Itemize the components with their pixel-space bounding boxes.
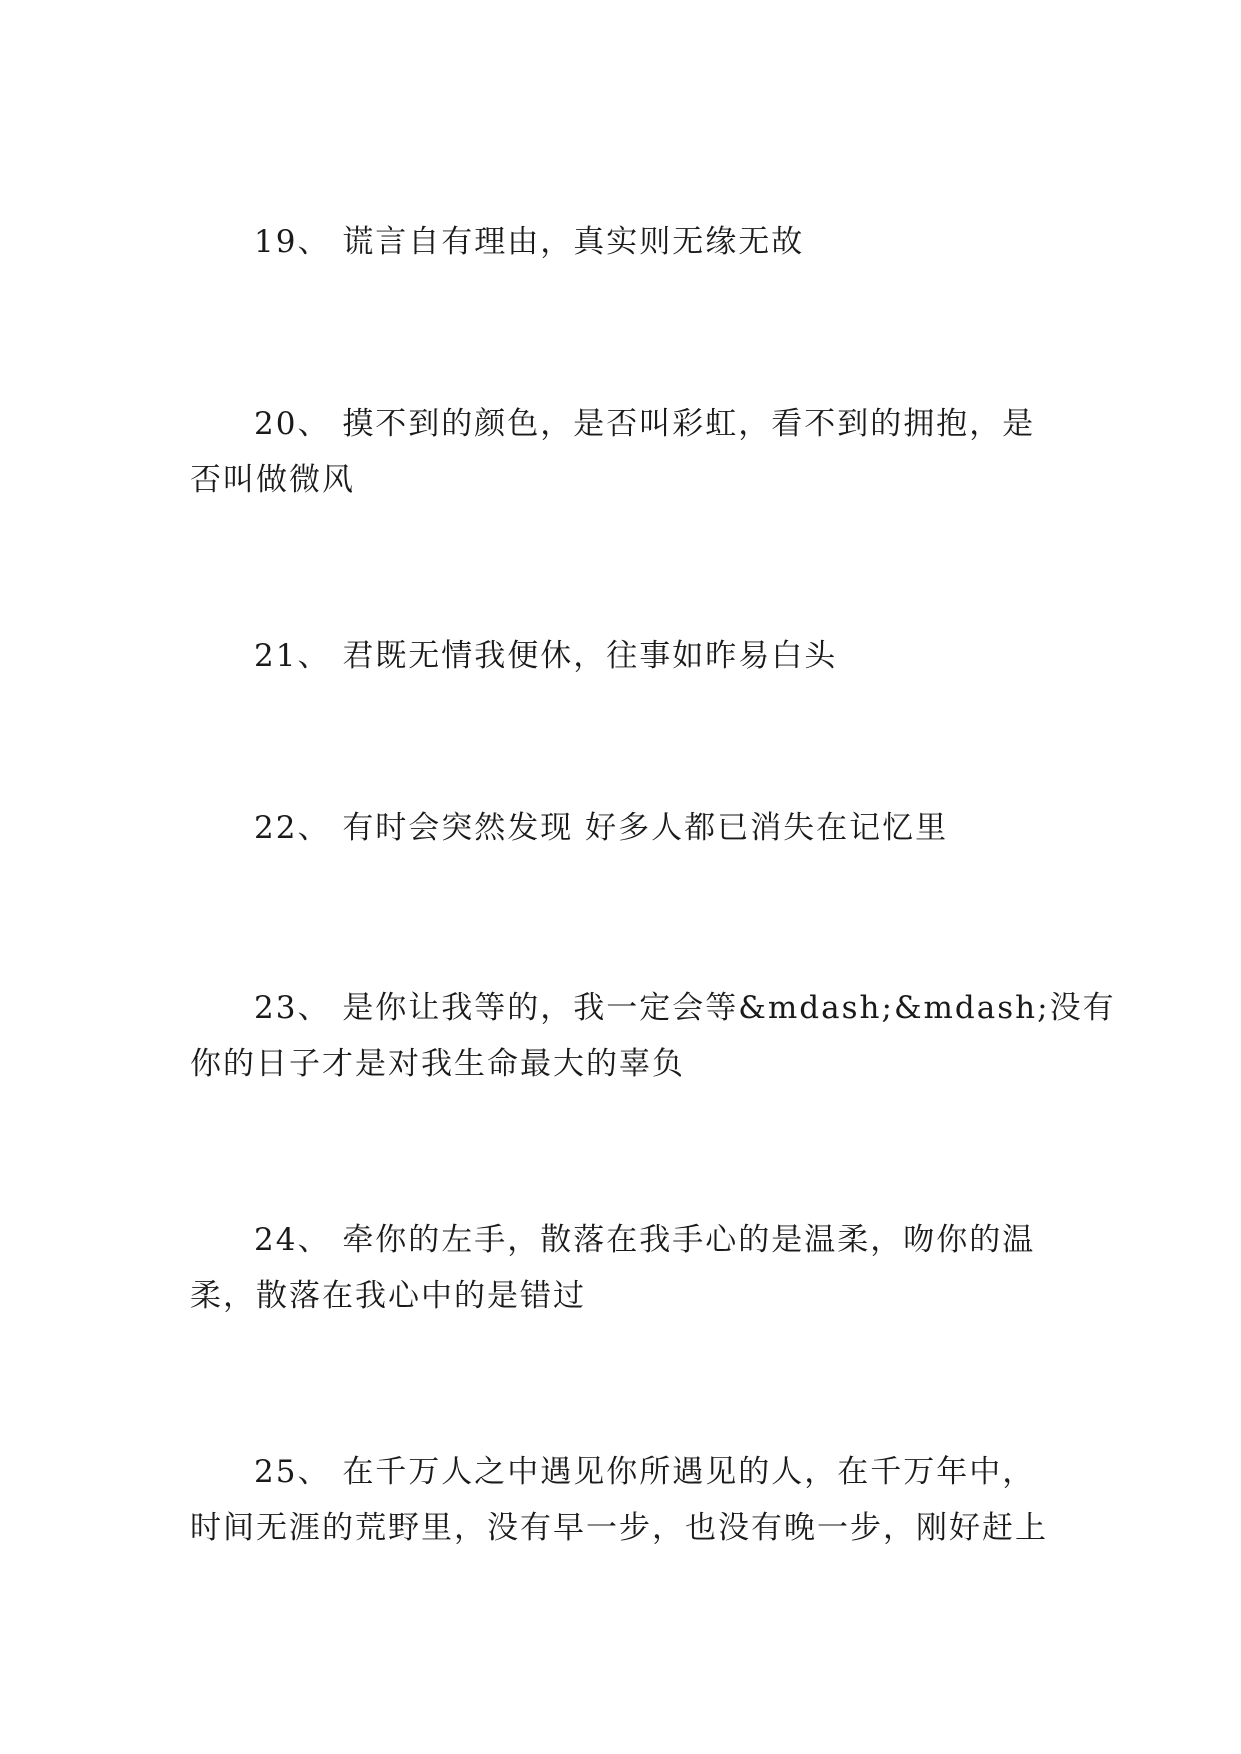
list-item: [190, 980, 1116, 1092]
entry-first-line: [190, 1212, 1065, 1268]
entry-number: 21、: [254, 638, 331, 674]
entry-text: 君既无情我便休，往事如昨易白头: [342, 638, 838, 674]
entry-number: 24、: [254, 1222, 331, 1258]
entry-continuation-line: 否叫做微风: [190, 462, 355, 498]
entry-continuation-line: 柔，散落在我心中的是错过: [190, 1278, 586, 1314]
entry-number: 22、: [254, 810, 331, 846]
entry-first-line: [190, 628, 1065, 684]
entry-number: 20、: [254, 406, 331, 442]
entry-text: 在千万人之中遇见你所遇见的人，在千万年中，: [342, 1454, 1036, 1490]
entry-first-line: [190, 800, 1065, 856]
entry-number: 25、: [254, 1454, 331, 1490]
entry-number: 23、: [254, 990, 331, 1026]
entry-first-line: [190, 214, 1065, 270]
entry-text: 摸不到的颜色，是否叫彩虹，看不到的拥抱，是: [342, 406, 1036, 442]
entry-first-line: [190, 980, 1116, 1036]
list-item: [190, 214, 1065, 270]
list-item: [190, 800, 1065, 856]
list-item: [190, 628, 1065, 684]
entry-number: 19、: [254, 224, 331, 260]
entry-text: 谎言自有理由，真实则无缘无故: [342, 224, 805, 260]
list-item: [190, 1444, 1065, 1556]
list-item: [190, 396, 1065, 508]
entry-first-line: [190, 1444, 1065, 1500]
entry-text: 有时会突然发现 好多人都已消失在记忆里: [342, 810, 949, 846]
list-item: [190, 1212, 1065, 1324]
entry-continuation-line: 时间无涯的荒野里，没有早一步，也没有晚一步，刚好赶上: [190, 1510, 1048, 1546]
entry-continuation-line: 你的日子才是对我生命最大的辜负: [190, 1046, 685, 1082]
entry-first-line: [190, 396, 1065, 452]
entry-text: 牵你的左手，散落在我手心的是温柔，吻你的温: [342, 1222, 1036, 1258]
entry-text: 是你让我等的，我一定会等&mdash;&mdash;没有: [342, 990, 1116, 1026]
